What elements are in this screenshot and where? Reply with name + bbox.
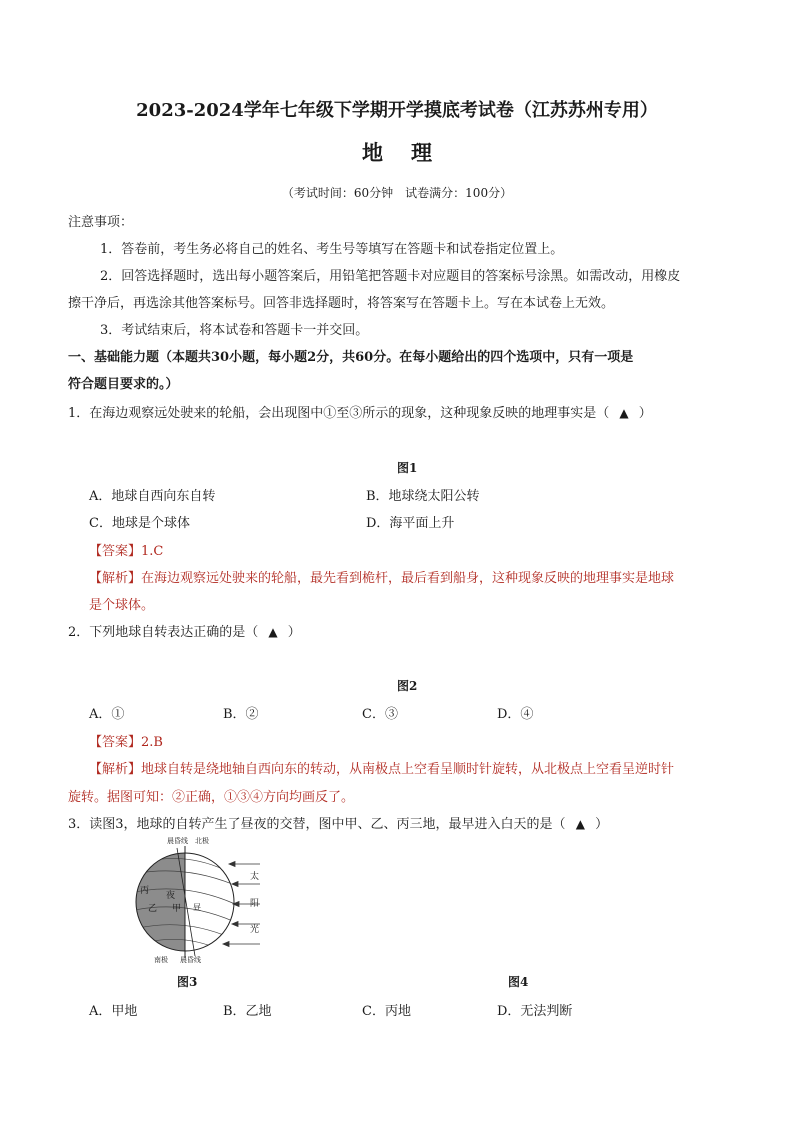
analysis-tag: 【解析】: [89, 571, 142, 586]
analysis-text: 在海边观察远处驶来的轮船，最先看到桅杆，最后看到船身，这种现象反映的地理事实是地球: [141, 571, 675, 586]
terminator-label-top: 晨昏线: [167, 837, 188, 845]
notes-item-1: 1．答卷前，考生务必将自己的姓名、考生号等填写在答题卡和试卷指定位置上。: [100, 242, 564, 257]
figure-4-caption: 图4: [508, 975, 529, 989]
figure-2-caption: 图2: [397, 679, 418, 693]
notes-heading: 注意事项：: [68, 215, 134, 230]
question-2-stem-close: ）: [287, 625, 301, 640]
question-1-analysis-line-2: 是个球体。: [89, 598, 155, 613]
answer-tag: 【答案】: [89, 735, 142, 750]
question-2-analysis-line-1: [89, 758, 674, 777]
question-1-option-a: A．地球自西向东自转: [89, 489, 216, 504]
day-label: 昼: [193, 903, 201, 912]
question-1-stem-text: 1．在海边观察远处驶来的轮船，会出现图中①至③所示的现象，这种现象反映的地理事实是（: [68, 406, 610, 421]
question-2-option-a: A．①: [89, 707, 125, 722]
question-1-stem: [68, 402, 652, 421]
sunlight-label-2: 阳: [250, 899, 260, 909]
figure-3-earth-diagram: [125, 834, 270, 966]
figure-3-caption: 图3: [177, 975, 198, 989]
question-2-analysis-line-2: 旋转。据图可知：②正确，①③④方向均画反了。: [68, 790, 355, 805]
exam-title: 2023-2024学年七年级下学期开学摸底考试卷（江苏苏州专用）: [136, 100, 658, 121]
section-1-heading-line-2: 符合题目要求的。）: [68, 377, 179, 392]
question-2-answer: [89, 731, 163, 750]
question-3-stem-text: 3．读图3，地球的自转产生了昼夜的交替，图中甲、乙、丙三地，最早进入白天的是（: [68, 817, 566, 832]
notes-item-3: 3．考试结束后，将本试卷和答题卡一并交回。: [100, 323, 369, 338]
question-1-option-d: D．海平面上升: [366, 516, 455, 531]
section-1-heading-line-1: 一、基础能力题（本题共30小题，每小题2分，共60分。在每小题给出的四个选项中，只有一项是: [68, 350, 634, 365]
answer-blank-mark: ▲: [619, 406, 629, 420]
question-3-option-c: C．丙地: [362, 1004, 411, 1019]
question-1-option-b: B．地球绕太阳公转: [366, 489, 480, 504]
question-3-option-d: D．无法判断: [497, 1004, 573, 1019]
question-2-stem-text: 2．下列地球自转表达正确的是（: [68, 625, 259, 640]
figure-1-caption: 图1: [397, 461, 418, 475]
question-1-analysis-line-1: [89, 567, 674, 586]
place-yi-label: 乙: [148, 904, 158, 914]
sunlight-label-1: 太: [250, 872, 260, 882]
question-1-option-c: C．地球是个球体: [89, 516, 190, 531]
answer-value: 2.B: [141, 735, 163, 750]
sunlight-label-3: 光: [250, 925, 260, 935]
analysis-tag: 【解析】: [89, 762, 142, 777]
north-pole-label: 北极: [195, 837, 209, 845]
question-2-option-d: D．④: [497, 707, 534, 722]
question-3-stem-close: ）: [595, 817, 609, 832]
notes-item-2-line-1: 2．回答选择题时，选出每小题答案后，用铅笔把答题卡对应题目的答案标号涂黑。如需改动，用橡皮: [100, 269, 681, 284]
terminator-label-bottom: 晨昏线: [180, 956, 201, 964]
answer-blank-mark: ▲: [268, 625, 278, 639]
south-pole-label: 南极: [154, 956, 168, 964]
answer-blank-mark: ▲: [575, 817, 585, 831]
subject-title: 地理: [362, 140, 460, 165]
question-3-option-a: A．甲地: [89, 1004, 138, 1019]
question-2-option-c: C．③: [362, 707, 398, 722]
question-3-stem: [68, 813, 608, 832]
question-1-answer: [89, 540, 163, 559]
exam-time-info: （考试时间：60分钟 试卷满分：100分）: [281, 186, 513, 200]
place-jia-label: 甲: [172, 904, 182, 914]
night-label: 夜: [166, 891, 176, 901]
question-2-option-b: B．②: [223, 707, 259, 722]
analysis-text: 地球自转是绕地轴自西向东的转动，从南极点上空看呈顺时针旋转，从北极点上空看呈逆时针: [141, 762, 675, 777]
answer-tag: 【答案】: [89, 544, 142, 559]
question-1-stem-close: ）: [638, 406, 652, 421]
notes-item-2-line-2: 擦干净后，再选涂其他答案标号。回答非选择题时，将答案写在答题卡上。写在本试卷上无效。: [68, 296, 615, 311]
answer-value: 1.C: [141, 544, 164, 559]
question-3-option-b: B．乙地: [223, 1004, 272, 1019]
question-2-stem: [68, 621, 301, 640]
place-bing-label: 丙: [140, 886, 150, 896]
